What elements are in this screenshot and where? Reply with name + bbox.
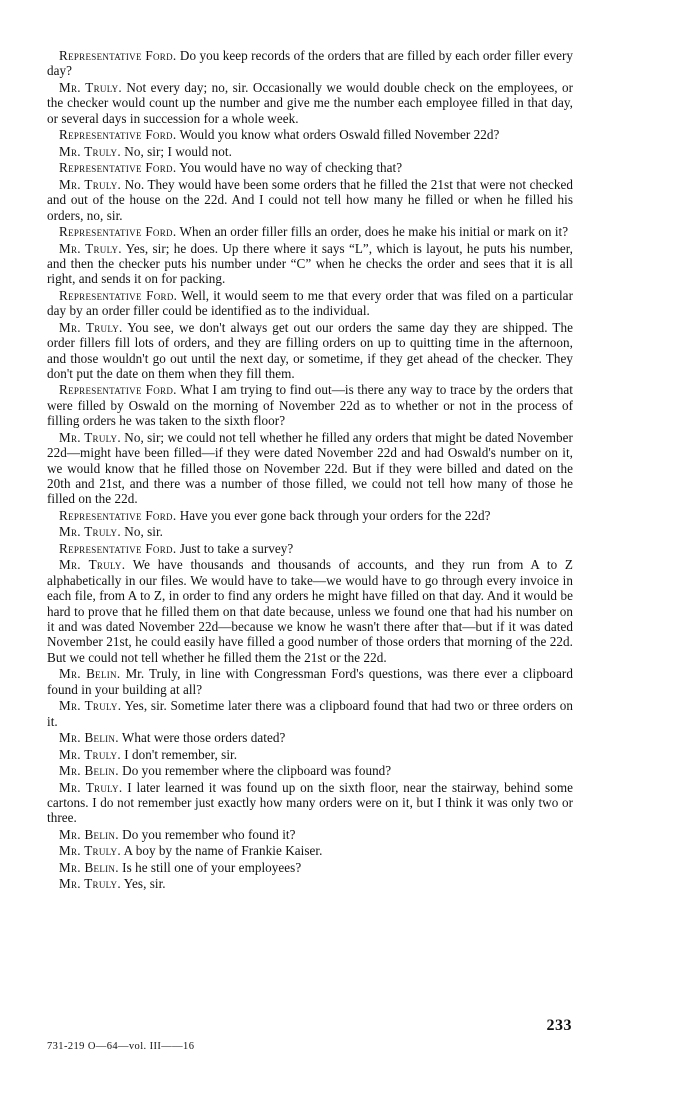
- speech-text: No, sir; we could not tell whether he filled any orders that might be dated November 22d—might have been filled—if they were dated November 22d and had Oswald's number on it, we would know that he filled those on November 22d. But if they were billed and dated on the 20th and 21st, and there was a number of those filled, we could not tell how many of those he filled on the 22d.: [47, 429, 573, 507]
- speech-text: We have thousands and thousands of accounts, and they run from A to Z alphabetically in our files. We would have to take—we would have to go through every invoice in each file, from A to Z, in order to find any orders he might have filled on that day. And it would be hard to prove that he filled them on that date because, unless we found one that had his number on it and was dated November 22d—because we know he wasn't there after that—but if it was dated November 21st, he could easily have filled a good number of those orders that morning of the 22d. But we could not tell whether he filled them the 21st or the 22d.: [47, 557, 573, 665]
- speech-text: No, sir.: [124, 524, 164, 540]
- speaker-name: Mr. Truly.: [59, 176, 122, 192]
- testimony-paragraph: [47, 160, 573, 175]
- testimony-paragraph: [47, 524, 573, 539]
- speaker-name: Mr. Truly.: [59, 843, 121, 859]
- testimony-text: [47, 48, 573, 892]
- testimony-paragraph: [47, 827, 573, 842]
- speaker-name: Representative Ford.: [59, 507, 177, 523]
- testimony-paragraph: [47, 860, 573, 875]
- testimony-paragraph: [47, 557, 573, 665]
- testimony-paragraph: [47, 763, 573, 778]
- speaker-name: Representative Ford.: [59, 540, 177, 556]
- speaker-name: Mr. Truly.: [59, 79, 122, 95]
- testimony-paragraph: [47, 144, 573, 159]
- speaker-name: Mr. Belin.: [59, 763, 119, 779]
- speech-text: Have you ever gone back through your orders for the 22d?: [179, 507, 491, 523]
- testimony-paragraph: [47, 666, 573, 697]
- speech-text: Do you remember where the clipboard was found?: [122, 763, 392, 779]
- speaker-name: Mr. Truly.: [59, 429, 121, 445]
- testimony-paragraph: [47, 177, 573, 223]
- speech-text: Well, it would seem to me that every order that was filed on a particular day by an order filler could be identified as to the individual.: [47, 287, 573, 319]
- testimony-paragraph: [47, 382, 573, 428]
- speech-text: You see, we don't always get out our orders the same day they are shipped. The order fillers fill lots of orders, and they are filling orders on up to quitting time in the afternoon, and those wouldn't go out until the next day, or sometime, if they get ahead of the checker. They don't put the date on them when they fill them.: [47, 319, 573, 381]
- speaker-name: Representative Ford.: [59, 127, 177, 143]
- speech-text: Do you remember who found it?: [122, 826, 296, 842]
- testimony-paragraph: [47, 430, 573, 507]
- testimony-paragraph: [47, 80, 573, 126]
- speaker-name: Representative Ford.: [59, 224, 177, 240]
- speech-text: When an order filler fills an order, does he make his initial or mark on it?: [179, 224, 569, 240]
- testimony-paragraph: [47, 730, 573, 745]
- speaker-name: Representative Ford.: [59, 48, 177, 63]
- speech-text: I don't remember, sir.: [124, 746, 238, 762]
- speech-text: Just to take a survey?: [179, 540, 294, 556]
- speech-text: No. They would have been some orders that he filled the 21st that were not checked and out of the house on the 22d. And I could not tell how many he filled or when he filled his orders, no, sir.: [47, 176, 573, 223]
- speaker-name: Mr. Belin.: [59, 859, 119, 875]
- testimony-paragraph: [47, 508, 573, 523]
- speaker-name: Mr. Truly.: [59, 779, 123, 795]
- testimony-paragraph: [47, 320, 573, 382]
- speech-text: You would have no way of checking that?: [179, 160, 403, 176]
- page-number: 233: [546, 1017, 572, 1034]
- speaker-name: Mr. Truly.: [59, 746, 121, 762]
- speech-text: Yes, sir; he does. Up there where it says “L”, which is layout, he puts his number, and then the checker puts his number under “C” when he checks the order and sees that it is all right, and sends it on for packing.: [47, 240, 573, 287]
- speech-text: Is he still one of your employees?: [122, 859, 302, 875]
- testimony-paragraph: [47, 48, 573, 79]
- speaker-name: Mr. Truly.: [59, 876, 121, 892]
- speaker-name: Mr. Belin.: [59, 730, 119, 746]
- testimony-paragraph: [47, 843, 573, 858]
- speech-text: What were those orders dated?: [121, 730, 286, 746]
- testimony-paragraph: [47, 747, 573, 762]
- speech-text: Mr. Truly, in line with Congressman Ford's questions, was there ever a clipboard found in your building at all?: [47, 666, 573, 697]
- speaker-name: Mr. Truly.: [59, 143, 121, 159]
- speech-text: No, sir; I would not.: [124, 143, 232, 159]
- speech-text: Would you know what orders Oswald filled November 22d?: [179, 127, 500, 143]
- testimony-paragraph: [47, 876, 573, 891]
- testimony-paragraph: [47, 241, 573, 287]
- testimony-paragraph: [47, 288, 573, 319]
- testimony-paragraph: [47, 698, 573, 729]
- speaker-name: Mr. Belin.: [59, 826, 119, 842]
- testimony-paragraph: [47, 541, 573, 556]
- printing-code: 731-219 O—64—vol. III——16: [47, 1041, 195, 1052]
- testimony-paragraph: [47, 224, 573, 239]
- speaker-name: Mr. Belin.: [59, 666, 121, 682]
- speaker-name: Mr. Truly.: [59, 319, 123, 335]
- speech-text: Yes, sir. Sometime later there was a clipboard found that had two or three orders on it.: [47, 698, 573, 729]
- speech-text: Do you keep records of the orders that are filled by each order filler every day?: [47, 48, 573, 79]
- speech-text: What I am trying to find out—is there any way to trace by the orders that were filled by Oswald on the morning of November 22d as to whether or not in the process of filling orders he was taken to the sixth floor?: [47, 382, 573, 429]
- speech-text: A boy by the name of Frankie Kaiser.: [123, 843, 323, 859]
- speaker-name: Mr. Truly.: [59, 524, 121, 540]
- speaker-name: Mr. Truly.: [59, 240, 122, 256]
- speaker-name: Representative Ford.: [59, 287, 178, 303]
- speaker-name: Mr. Truly.: [59, 557, 126, 573]
- speaker-name: Representative Ford.: [59, 382, 177, 398]
- transcript-page: [47, 48, 573, 893]
- testimony-paragraph: [47, 127, 573, 142]
- speech-text: Yes, sir.: [123, 876, 166, 892]
- speaker-name: Mr. Truly.: [59, 698, 122, 714]
- speech-text: Not every day; no, sir. Occasionally we would double check on the employees, or the checker would count up the number and give me the number each employee filled in that day, or several days in succession for a whole week.: [47, 79, 574, 126]
- speaker-name: Representative Ford.: [59, 160, 177, 176]
- speech-text: I later learned it was found up on the sixth floor, near the stairway, behind some cartons. I do not remember just exactly how many orders were on it, but I think it was only two or three.: [47, 779, 573, 826]
- testimony-paragraph: [47, 780, 573, 826]
